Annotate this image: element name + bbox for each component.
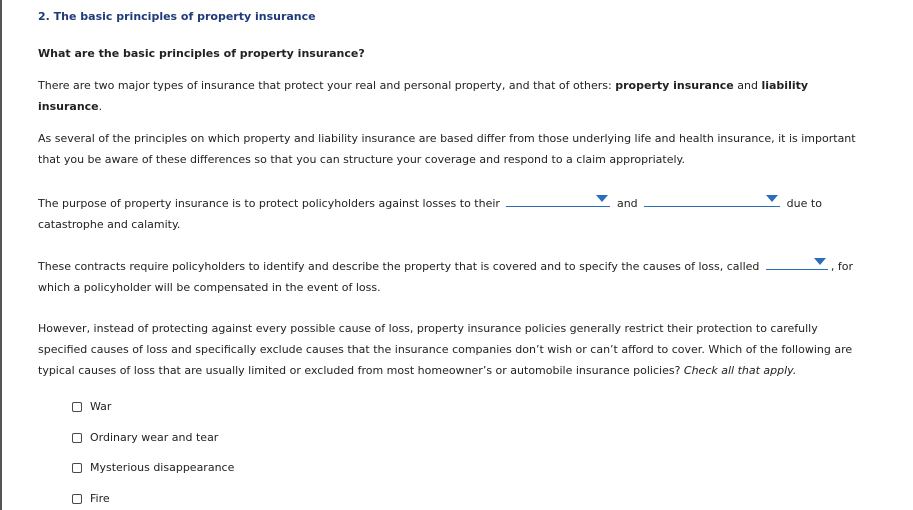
option-label: War [90, 400, 112, 413]
term-property-insurance: property insurance [615, 79, 734, 92]
option-label: Fire [90, 492, 110, 505]
intro-paragraph [38, 75, 868, 117]
left-border [0, 0, 2, 510]
war-checkbox[interactable] [72, 402, 82, 412]
purpose-text-after: due to catastrophe and calamity. [38, 197, 822, 231]
exclusions-paragraph [38, 318, 868, 381]
contracts-text-before: These contracts require policyholders to identify and describe the property that is covered and to specify the causes of loss, called [38, 260, 760, 273]
dropdown-arrow-icon[interactable] [766, 195, 778, 202]
contracts-paragraph [38, 255, 868, 298]
dropdown-arrow-icon[interactable] [814, 258, 826, 265]
option-label: Mysterious disappearance [90, 461, 235, 474]
contracts-text-after: , for which a policyholder will be compensated in the event of loss. [38, 260, 854, 294]
principles-paragraph: As several of the principles on which property and liability insurance are based differ from those underlying life and health insurance, it is important that you be aware of these differences so that you can structure your coverage and respond to a claim appropriately. [38, 132, 856, 166]
option-ordinary-wear-and-tear[interactable] [72, 431, 218, 444]
option-mysterious-disappearance[interactable] [72, 461, 234, 474]
intro-and: and [733, 79, 762, 92]
losses-dropdown-2[interactable] [644, 192, 780, 207]
intro-text: There are two major types of insurance that protect your real and personal property, and that of others: [38, 79, 616, 92]
term-liability-insurance: liability insurance [38, 79, 809, 113]
fire-checkbox[interactable] [72, 494, 82, 504]
option-fire[interactable] [72, 492, 110, 505]
perils-dropdown[interactable] [766, 255, 828, 270]
purpose-paragraph [38, 192, 868, 235]
question-title: 2. The basic principles of property insurance [38, 10, 316, 23]
mysterious-disappearance-checkbox[interactable] [72, 463, 82, 473]
dropdown-arrow-icon[interactable] [596, 195, 608, 202]
exclusions-text: However, instead of protecting against every possible cause of loss, property insurance policies generally restrict their protection to carefully specified causes of loss and specifically exclude causes that the insurance companies don’t wish or can’t afford to cover. Which of the following are typical causes of loss that are usually limited or excluded from most homeowner’s or automobile insurance policies? [38, 322, 853, 377]
purpose-text-before: The purpose of property insurance is to protect policyholders against losses to their [38, 197, 500, 210]
option-war[interactable] [72, 400, 111, 413]
intro-end: . [98, 100, 103, 113]
losses-dropdown-1[interactable] [506, 192, 610, 207]
wear-and-tear-checkbox[interactable] [72, 433, 82, 443]
purpose-and: and [616, 197, 638, 210]
check-all-instruction: Check all that apply. [683, 364, 797, 377]
option-label: Ordinary wear and tear [90, 431, 219, 444]
question-subtitle: What are the basic principles of property insurance? [38, 47, 365, 60]
